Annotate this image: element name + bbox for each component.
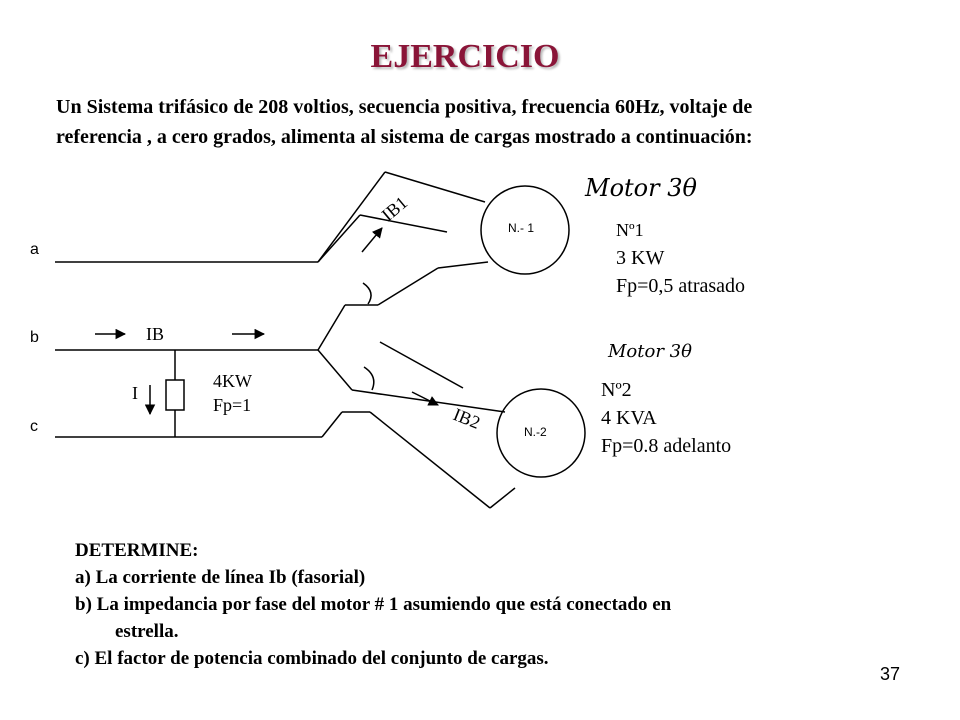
motor2-number: Nº2: [601, 379, 632, 401]
motor1-power: 3 KW: [616, 247, 665, 269]
motor2-specs: [601, 376, 731, 460]
motor1-specs: [616, 216, 745, 300]
bus-mid-lower: [318, 350, 352, 390]
label-a: a: [30, 241, 39, 258]
question-a: a) La corriente de línea Ib (fasorial): [75, 567, 366, 588]
motor1-label: Motor 3θ: [585, 174, 697, 202]
motor2-power: 4 KVA: [601, 407, 657, 429]
bus-mid-upper: [318, 305, 345, 350]
motor2-pf: Fp=0.8 adelanto: [601, 435, 732, 457]
label-i: I: [132, 383, 138, 403]
label-ib1: IB1: [377, 192, 412, 226]
motor1-pf: Fp=0,5 atrasado: [616, 275, 746, 297]
question-b-line-2: estrella.: [115, 621, 179, 642]
label-resistor-pf: Fp=1: [213, 395, 252, 415]
motor2-node-label: N.-2: [524, 425, 547, 439]
question-b-line-1: b) La impedancia por fase del motor # 1 asumiendo que está conectado en: [75, 594, 672, 615]
label-c: c: [30, 418, 38, 435]
label-ib: IB: [146, 324, 164, 344]
bus-top-inner: [318, 215, 360, 262]
label-ib2: IB2: [450, 404, 484, 433]
motor2-label: Motor 3θ: [608, 341, 692, 362]
page-title: EJERCICIO: [370, 38, 560, 75]
determine-heading: DETERMINE:: [75, 540, 199, 561]
resistor: [166, 380, 184, 410]
label-b: b: [30, 329, 39, 346]
page-number: 37: [880, 664, 901, 684]
bus-bottom: [322, 412, 342, 437]
question-c: c) El factor de potencia combinado del conjunto de cargas.: [75, 648, 549, 669]
circuit-diagram: [0, 160, 960, 530]
statement-line-2: referencia , a cero grados, alimenta al sistema de cargas mostrado a continuación:: [56, 126, 753, 148]
motor1-node-label: N.- 1: [508, 221, 535, 235]
bus-top-outer: [318, 172, 385, 262]
problem-statement: [56, 92, 916, 152]
determine-section: [75, 537, 895, 672]
statement-line-1: Un Sistema trifásico de 208 voltios, secuencia positiva, frecuencia 60Hz, voltaje de: [56, 96, 753, 118]
label-resistor-power: 4KW: [213, 371, 252, 391]
arrow-ib1: [362, 228, 382, 252]
motor1-number: Nº1: [616, 220, 644, 240]
